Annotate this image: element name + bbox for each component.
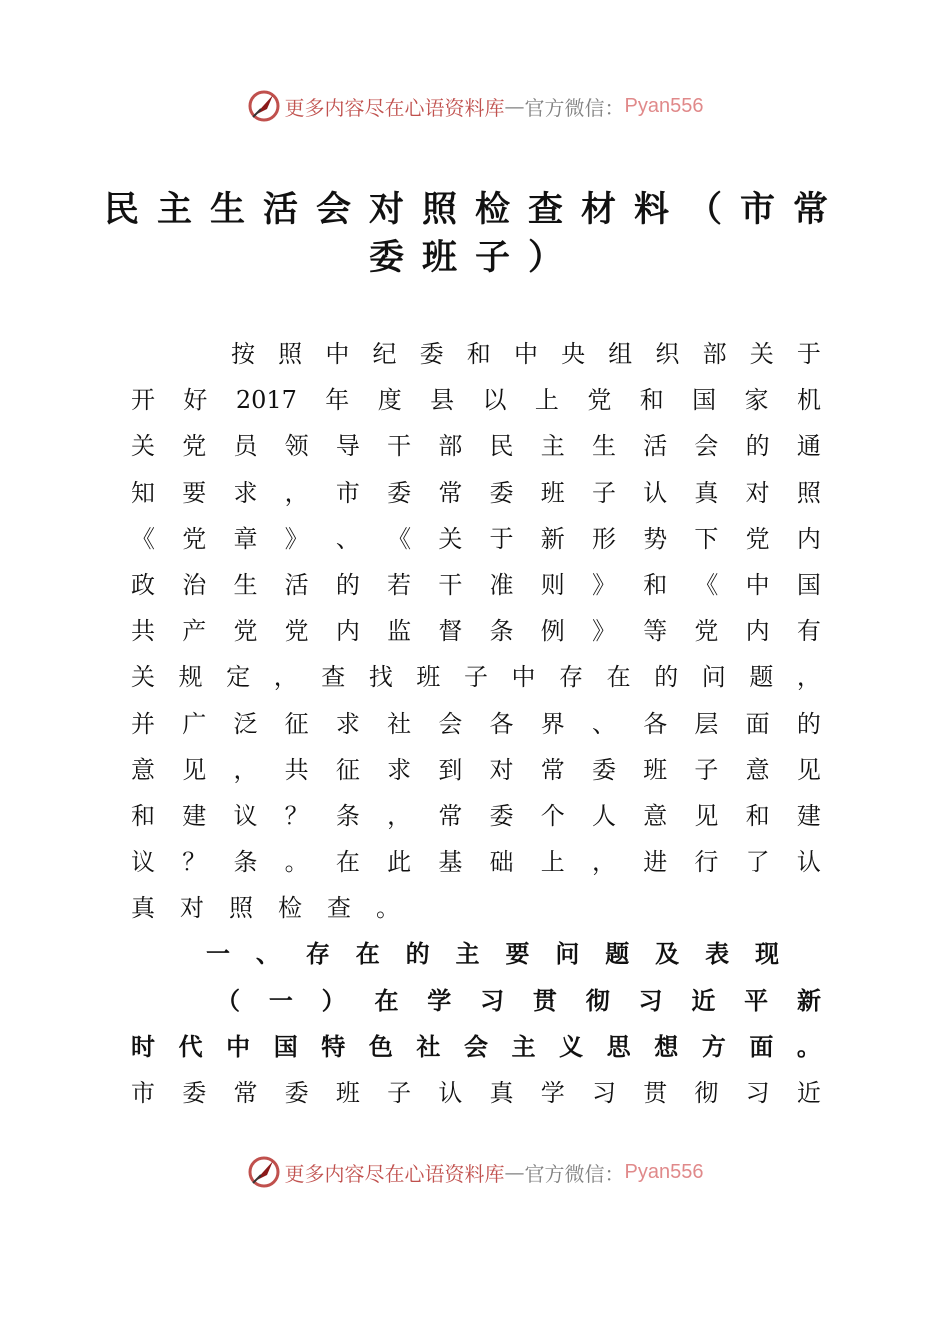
- body-line: 并 广 泛 征 求 社 会 各 界 、 各 层 面 的: [131, 709, 821, 738]
- body-line: 议 ？ 条 。 在 此 基 础 上 ， 进 行 了 认: [131, 848, 821, 877]
- body-line: 时 代 中 国 特 色 社 会 主 义 思 想 方 面 。: [131, 1031, 821, 1061]
- document-body: [131, 331, 821, 1116]
- body-line: （ 一 ） 在 学 习 贯 彻 习 近 平 新: [216, 985, 821, 1015]
- body-line: 关 规 定 ， 查 找 班 子 中 存 在 的 问 题 ，: [131, 663, 821, 692]
- body-line: 关 党 员 领 导 干 部 民 主 生 活 会 的 通: [131, 432, 821, 461]
- title-line-2: 委班子）: [368, 237, 581, 278]
- banner-wechat-label: 官方微信：: [524, 95, 625, 120]
- body-line: 知 要 求 ， 市 委 常 委 班 子 认 真 对 照: [131, 478, 821, 507]
- quill-logo-icon: [247, 1155, 281, 1189]
- body-line: 按 照 中 纪 委 和 中 央 组 织 部 关 于: [231, 340, 821, 368]
- body-line: 真 对 照 检 查 。: [131, 894, 400, 923]
- title-line-1: 民主生活会对照检查材料（市常: [103, 189, 846, 230]
- body-line: 共 产 党 党 内 监 督 条 例 》 等 党 内 有: [131, 617, 821, 646]
- body-line: 和 建 议 ？ 条 ， 常 委 个 人 意 见 和 建: [131, 801, 821, 830]
- banner-wechat-label: 官方微信：: [524, 1161, 625, 1186]
- body-line: 《 党 章 》 、 《 关 于 新 形 势 下 党 内: [131, 524, 821, 553]
- body-line: 政 治 生 活 的 若 干 准 则 》 和 《 中 国: [131, 570, 821, 599]
- banner-wechat-id: Pyan556: [624, 1160, 704, 1183]
- banner-wechat-id: Pyan556: [624, 94, 704, 117]
- body-line: 意 见 ， 共 征 求 到 对 常 委 班 子 意 见: [131, 755, 821, 784]
- section-heading: 一 、 存 在 的 主 要 问 题 及 表 现: [206, 939, 779, 969]
- header-watermark-banner: [0, 86, 950, 126]
- banner-site-text: 更多内容尽在心语资料库: [284, 95, 505, 120]
- quill-logo-icon: [247, 89, 281, 123]
- banner-site-text: 更多内容尽在心语资料库: [284, 1161, 505, 1186]
- document-title: [0, 186, 950, 282]
- banner-dash: —: [504, 94, 525, 118]
- banner-dash: —: [504, 1160, 525, 1184]
- body-line: 开 好 2017 年 度 县 以 上 党 和 国 家 机: [131, 386, 821, 415]
- footer-watermark-banner: [0, 1152, 950, 1192]
- body-line: 市 委 常 委 班 子 认 真 学 习 贯 彻 习 近: [131, 1079, 821, 1107]
